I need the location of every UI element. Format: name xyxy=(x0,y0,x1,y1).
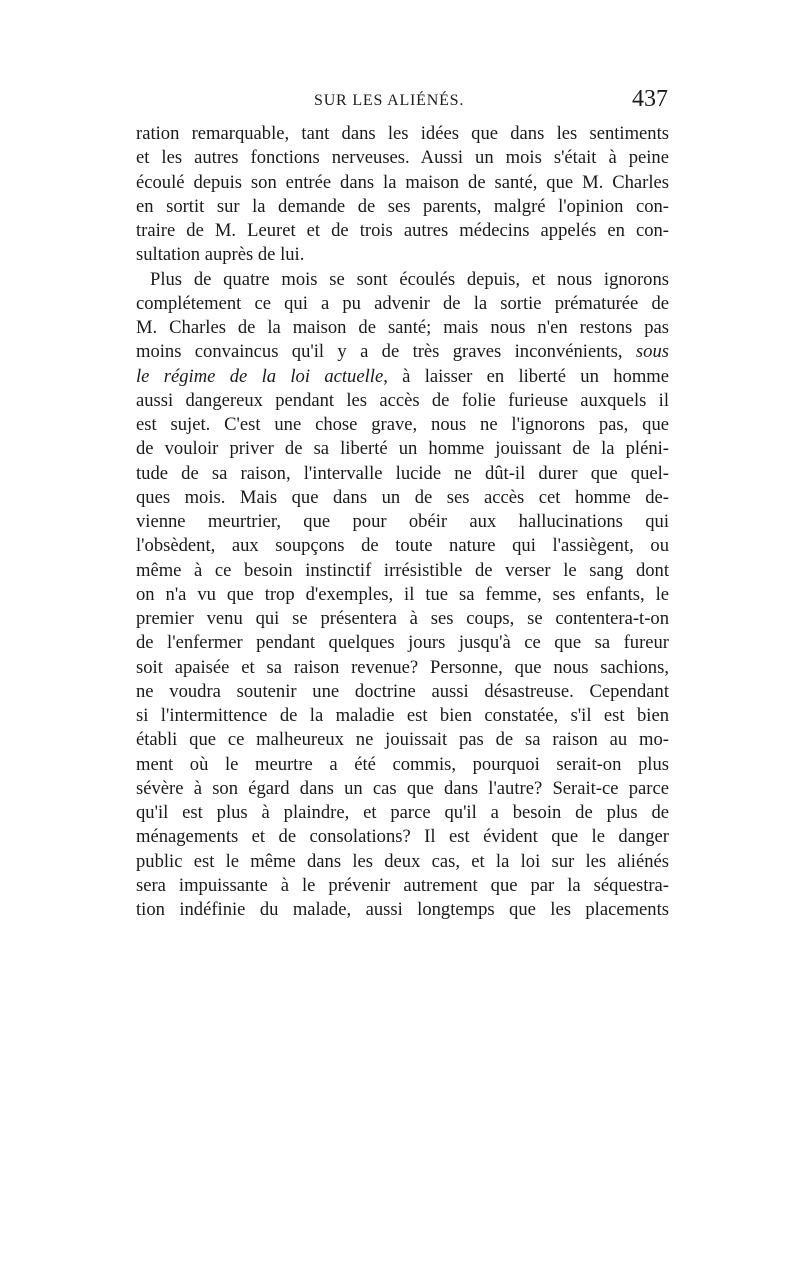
page-number: 437 xyxy=(632,86,668,112)
text-line-mixed xyxy=(136,340,669,364)
text-line: ration remarquable, tant dans les idées que dans les sentiments xyxy=(136,123,669,144)
text-line: l'obsèdent, aux soupçons de toute nature qui l'assiègent, ou xyxy=(136,535,669,557)
text-line: vienne meurtrier, que pour obéir aux hallucinations qui xyxy=(136,511,669,532)
italic-segment: sous xyxy=(635,341,669,363)
text-line: M. Charles de la maison de santé; mais nous n'en restons pas xyxy=(136,317,669,338)
text-line: on n'a vu que trop d'exemples, il tue sa femme, ses enfants, le xyxy=(136,583,669,605)
text-segment: moins convaincus qu'il y a de très graves inconvénients, xyxy=(136,341,623,363)
text-line: ne voudra soutenir une doctrine aussi désastreuse. Cependant xyxy=(136,680,669,702)
text-line: tion indéfinie du malade, aussi longtemps que les placements xyxy=(136,899,669,920)
text-line: sultation auprès de lui. xyxy=(136,244,305,266)
text-line: en sortit sur la demande de ses parents, malgré l'opinion con- xyxy=(136,195,669,217)
text-line: aussi dangereux pendant les accès de folie furieuse auxquels il xyxy=(136,389,669,411)
text-line: et les autres fonctions nerveuses. Aussi un mois s'était à peine xyxy=(136,147,669,169)
italic-segment: le régime de la loi actuelle xyxy=(136,365,384,387)
text-line: ment où le meurtre a été commis, pourquoi serait-on plus xyxy=(136,753,669,775)
text-line: Plus de quatre mois se sont écoulés depuis, et nous ignorons xyxy=(150,268,669,290)
text-line: soit apaisée et sa raison revenue? Personne, que nous sachions, xyxy=(136,656,669,678)
text-line: même à ce besoin instinctif irrésistible de verser le sang dont xyxy=(136,559,669,581)
text-line: premier venu qui se présentera à ses coups, se contentera-t-on xyxy=(136,608,669,629)
running-title: SUR LES ALIÉNÉS. xyxy=(314,92,465,109)
text-line: de vouloir priver de sa liberté un homme jouissant de la pléni- xyxy=(136,438,669,460)
text-line: si l'intermittence de la maladie est bien constatée, s'il est bien xyxy=(136,705,669,726)
text-line: qu'il est plus à plaindre, et parce qu'il a besoin de plus de xyxy=(136,802,669,823)
text-line: tude de sa raison, l'intervalle lucide ne dût-il durer que quel- xyxy=(136,462,669,484)
text-line: ménagements et de consolations? Il est évident que le danger xyxy=(136,826,669,848)
text-line: établi que ce malheureux ne jouissait pas de sa raison au mo- xyxy=(136,729,669,751)
text-line: sévère à son égard dans un cas que dans l'autre? Serait-ce parce xyxy=(136,777,669,799)
text-line: traire de M. Leuret et de trois autres médecins appelés en con- xyxy=(136,220,669,241)
text-line: de l'enfermer pendant quelques jours jusqu'à ce que sa fureur xyxy=(136,632,669,654)
text-line: écoulé depuis son entrée dans la maison de santé, que M. Charles xyxy=(136,171,669,193)
body-text xyxy=(136,122,669,922)
text-line: est sujet. C'est une chose grave, nous ne l'ignorons pas, que xyxy=(136,414,669,435)
text-segment: , à laisser en liberté un homme xyxy=(383,365,669,387)
text-line: public est le même dans les deux cas, et la loi sur les aliénés xyxy=(136,850,669,872)
text-line: ques mois. Mais que dans un de ses accès cet homme de- xyxy=(136,486,669,508)
text-line-mixed xyxy=(136,365,669,389)
text-line: complétement ce qui a pu advenir de la sortie prématurée de xyxy=(136,292,669,314)
text-line: sera impuissante à le prévenir autrement que par la séquestra- xyxy=(136,874,669,896)
